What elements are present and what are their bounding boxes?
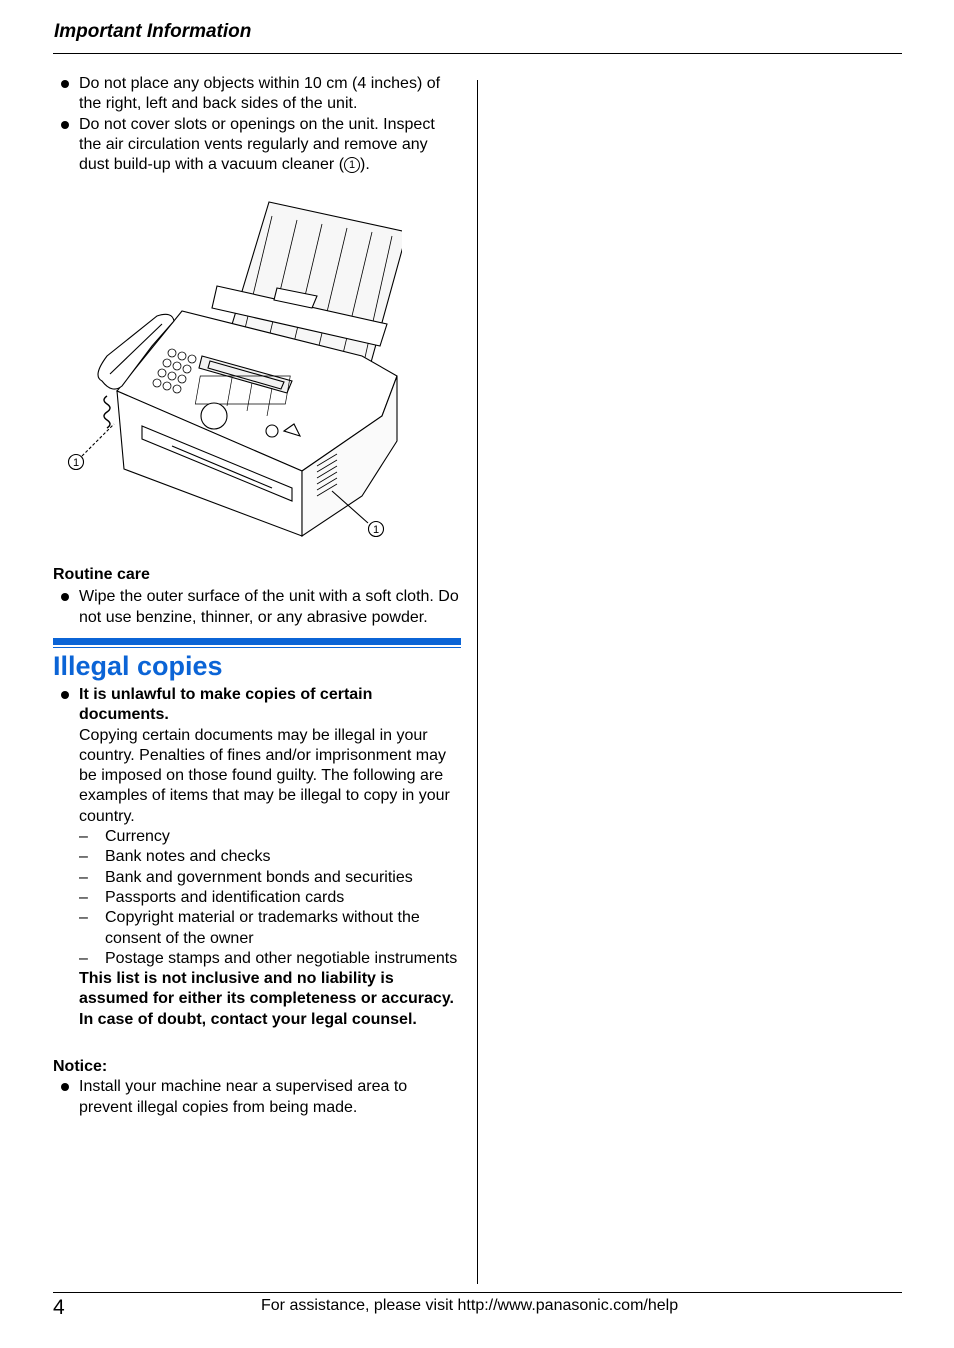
dash-mark: – [79,868,88,886]
list-item [53,908,461,949]
fax-machine-illustration [62,196,402,541]
section-title: Illegal copies [53,651,223,681]
bullet-dot-icon [61,593,69,601]
bullet-item [53,587,461,628]
bullet-dot-icon [61,80,69,88]
routine-care-section [53,565,461,628]
dash-mark: – [79,909,88,927]
disclaimer: This list is not inclusive and no liability is assumed for either its completeness or accuracy. In case of doubt, contact your legal counsel. [79,970,454,1028]
bullet-text: Install your machine near a supervised area to prevent illegal copies from being made. [79,1078,408,1116]
routine-care-heading: Routine care [53,566,150,583]
bullet-dot-icon [61,691,69,699]
dash-mark: – [79,888,88,906]
bullet-text: Wipe the outer surface of the unit with a soft cloth. Do not use benzine, thinner, or any abrasive powder. [79,588,459,626]
dash-mark: – [79,828,88,846]
footer-rule [53,1292,902,1293]
illegal-paragraph: Copying certain documents may be illegal in your country. Penalties of fines and/or imprisonment may be imposed on those found guilty. The following are examples of items that may be illegal to copy in your country. [79,726,450,825]
column-divider [477,80,478,1284]
bullet-text-suffix: ). [360,156,370,174]
footer-assist-text: For assistance, please visit http://www.panasonic.com/help [261,1297,679,1314]
figure-callout-right: 1 [372,524,380,536]
list-item-text: Currency [105,828,170,846]
list-item [53,847,461,867]
dash-mark: – [79,848,88,866]
list-item [53,888,461,908]
section-rule-thin [53,647,461,648]
notice-section [53,1057,461,1118]
dash-mark: – [79,949,88,967]
bullet-item [53,115,461,176]
list-item-text: Passports and identification cards [105,888,345,906]
notice-heading: Notice: [53,1058,108,1075]
section-rule [53,638,461,645]
bullet-text: It is unlawful to make copies of certain documents. [79,686,373,724]
bullet-item [53,1077,461,1118]
callout-number: 1 [344,157,360,173]
illegal-copies-body [53,685,461,1030]
list-item-text: Bank and government bonds and securities [105,868,413,886]
figure-callout-left: 1 [72,457,80,469]
list-item-text: Postage stamps and other negotiable instruments [105,949,458,967]
list-item [53,827,461,847]
ventilation-bullets [53,74,461,175]
page-number: 4 [53,1296,65,1319]
bullet-text: Do not place any objects within 10 cm (4 inches) of the right, left and back sides of the unit. [79,75,441,113]
list-item-text: Copyright material or trademarks without the consent of the owner [105,909,420,947]
page-header-title: Important Information [54,21,252,42]
bullet-dot-icon [61,1083,69,1091]
header-rule [53,53,902,54]
list-item [53,868,461,888]
bullet-text: Do not cover slots or openings on the unit. Inspect the air circulation vents regularly and remove any dust build-up with a vacuum cleaner ( [79,115,435,174]
bullet-dot-icon [61,121,69,129]
bullet-item [53,74,461,115]
list-item [53,949,461,969]
bullet-item [53,685,461,726]
list-item-text: Bank notes and checks [105,848,271,866]
